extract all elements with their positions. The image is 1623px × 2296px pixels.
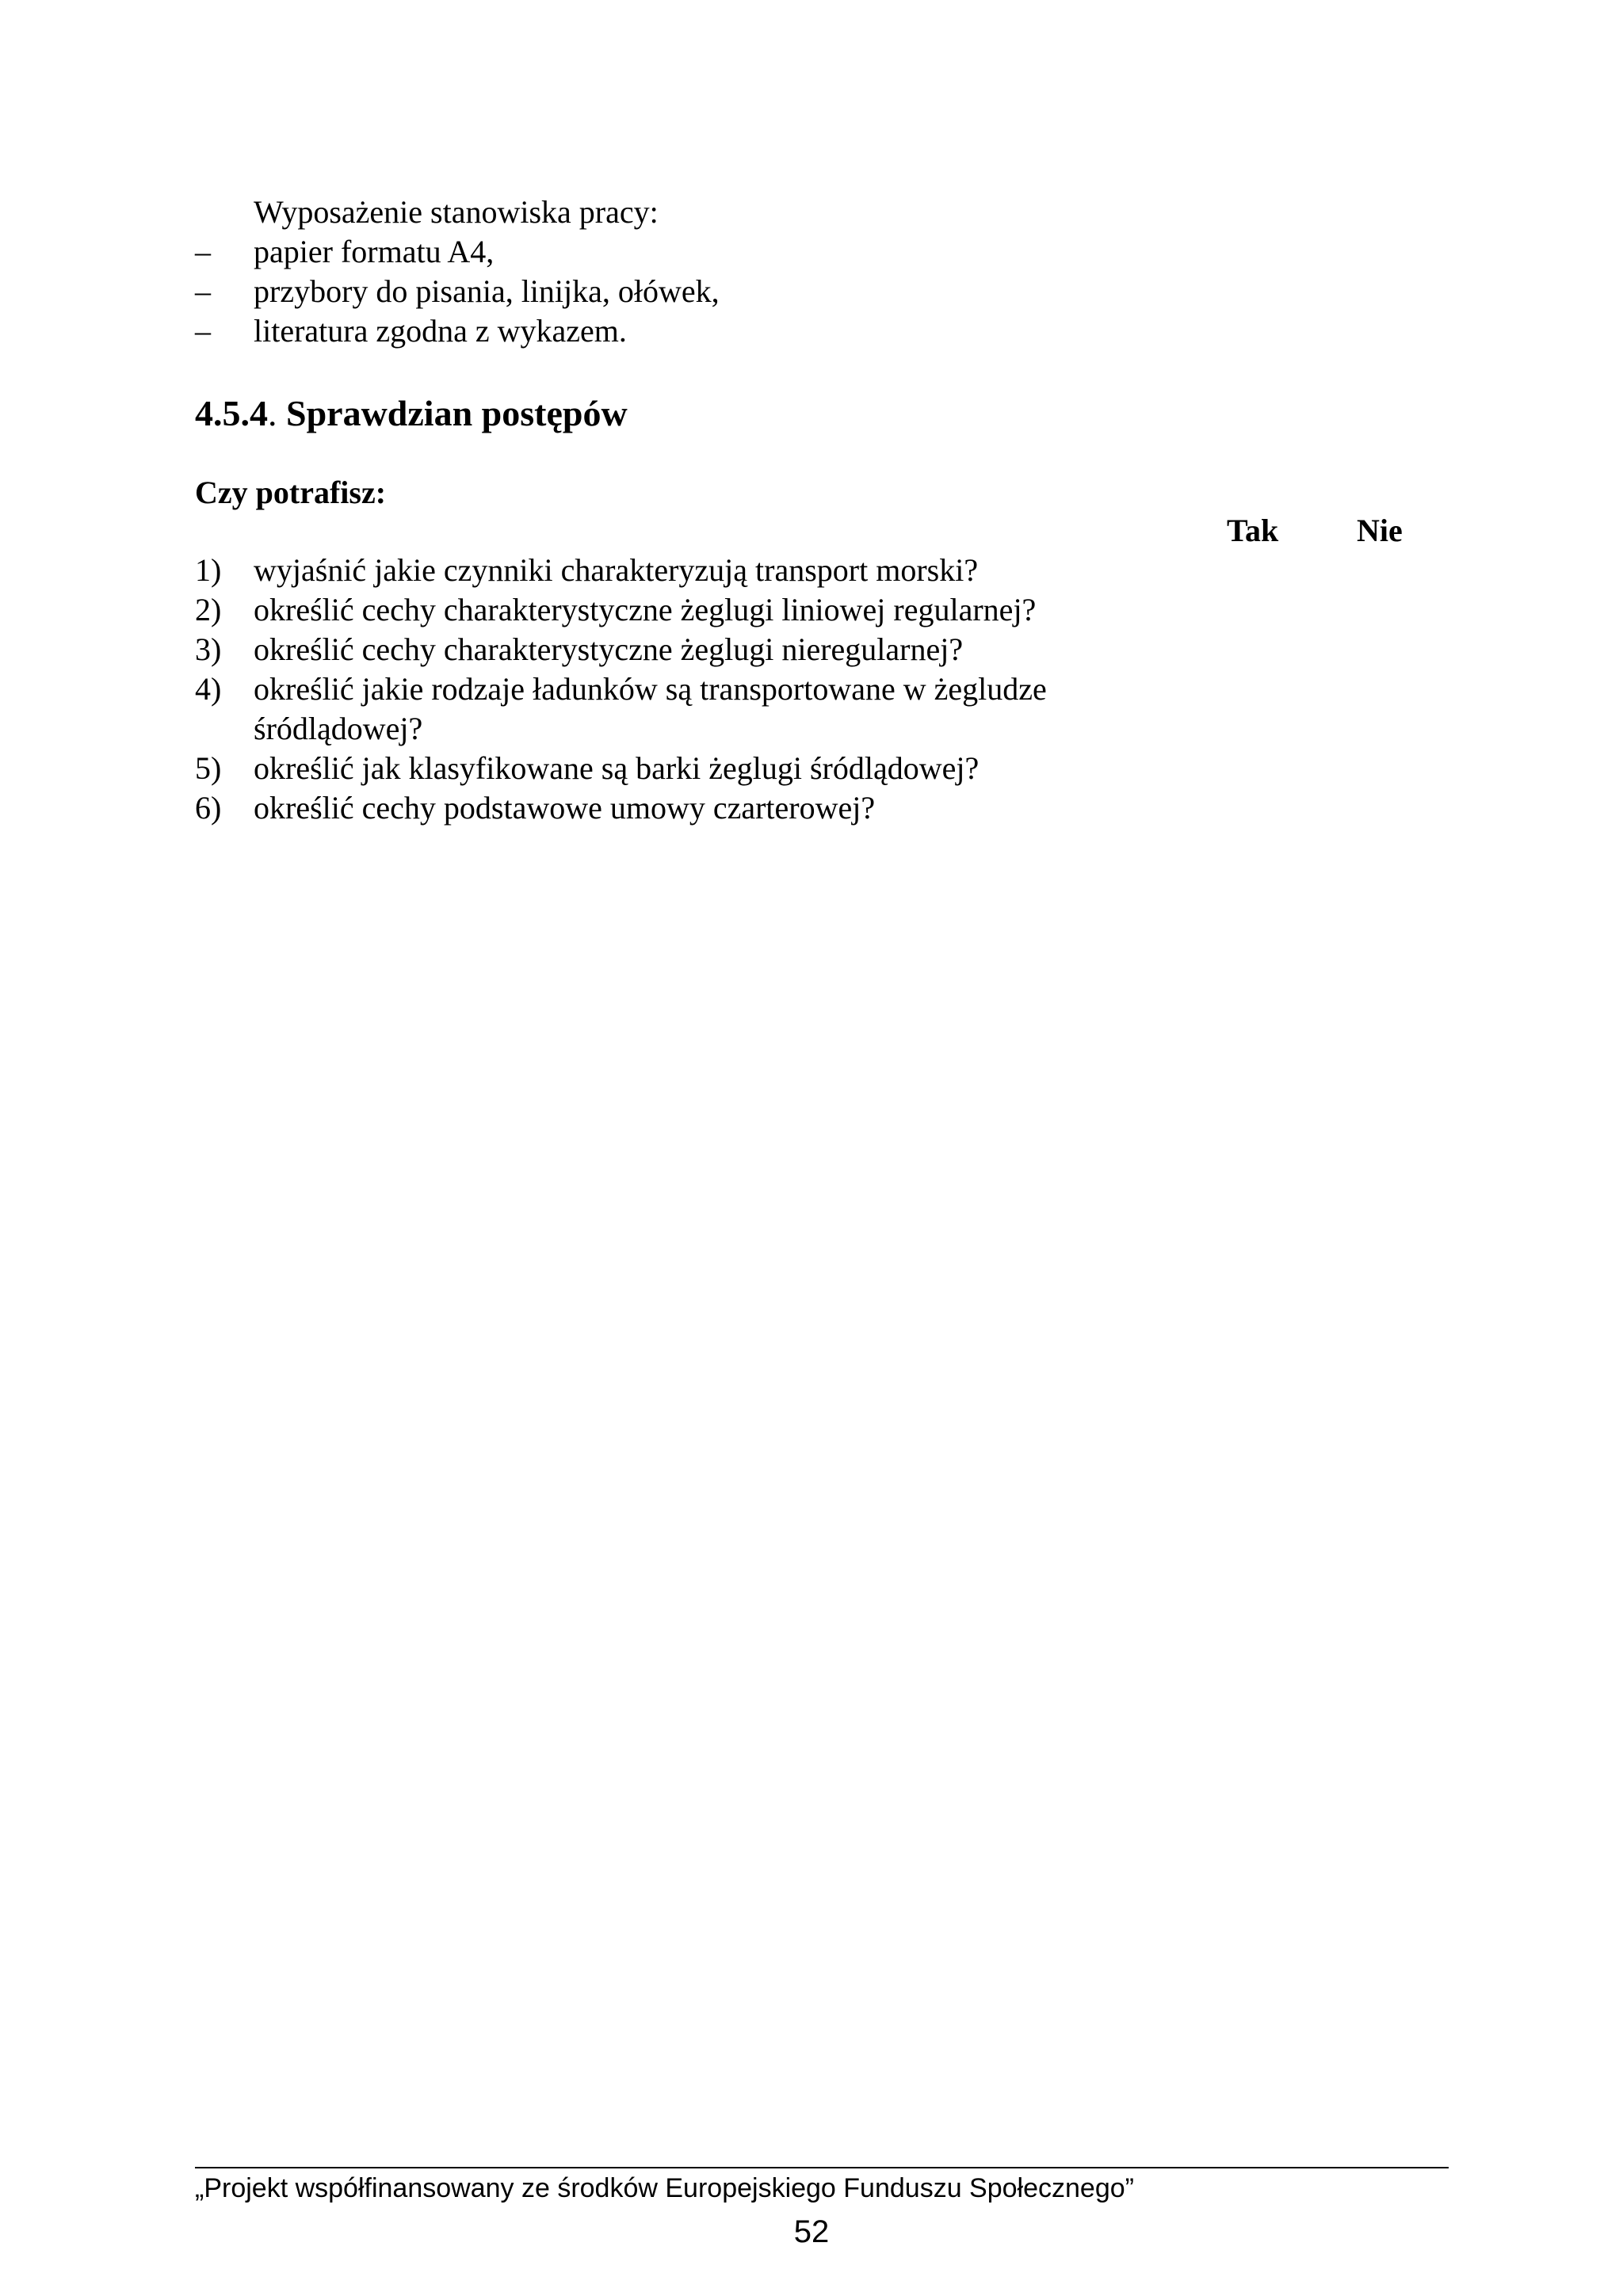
- question-number: 4): [195, 671, 222, 707]
- question-text: określić jak klasyfikowane są barki żeglugi śródlądowej?: [254, 750, 980, 786]
- checklist-prompt: Czy potrafisz:: [195, 475, 387, 510]
- question-text: określić cechy charakterystyczne żeglugi liniowej regularnej?: [254, 592, 1037, 627]
- question-number: 3): [195, 631, 222, 667]
- page-number: 52: [793, 2214, 830, 2249]
- footer-rule: [195, 2167, 1449, 2168]
- section-number: 4.5.4: [195, 393, 268, 433]
- question-text-continuation: śródlądowej?: [254, 711, 423, 746]
- bullet-marker: –: [195, 313, 211, 349]
- section-separator: .: [268, 393, 277, 433]
- question-text: wyjaśnić jakie czynniki charakteryzują transport morski?: [254, 552, 979, 588]
- footer-funding-note: „Projekt współfinansowany ze środków Europejskiego Funduszu Społecznego”: [195, 2173, 1134, 2203]
- column-header-yes: Tak: [1227, 513, 1279, 548]
- question-text: określić cechy charakterystyczne żeglugi nieregularnej?: [254, 631, 964, 667]
- question-text: określić jakie rodzaje ładunków są transportowane w żegludze: [254, 671, 1047, 707]
- equipment-intro: Wyposażenie stanowiska pracy:: [254, 194, 659, 230]
- question-text: określić cechy podstawowe umowy czarterowej?: [254, 790, 876, 826]
- question-number: 5): [195, 750, 222, 786]
- equipment-item: literatura zgodna z wykazem.: [254, 313, 627, 349]
- section-heading: [195, 391, 628, 436]
- question-number: 2): [195, 592, 222, 627]
- equipment-item: przybory do pisania, linijka, ołówek,: [254, 273, 720, 309]
- question-number: 6): [195, 790, 222, 826]
- column-header-no: Nie: [1357, 513, 1403, 548]
- bullet-marker: –: [195, 234, 211, 269]
- section-title: Sprawdzian postępów: [277, 393, 628, 433]
- question-number: 1): [195, 552, 222, 588]
- bullet-marker: –: [195, 273, 211, 309]
- equipment-item: papier formatu A4,: [254, 234, 495, 269]
